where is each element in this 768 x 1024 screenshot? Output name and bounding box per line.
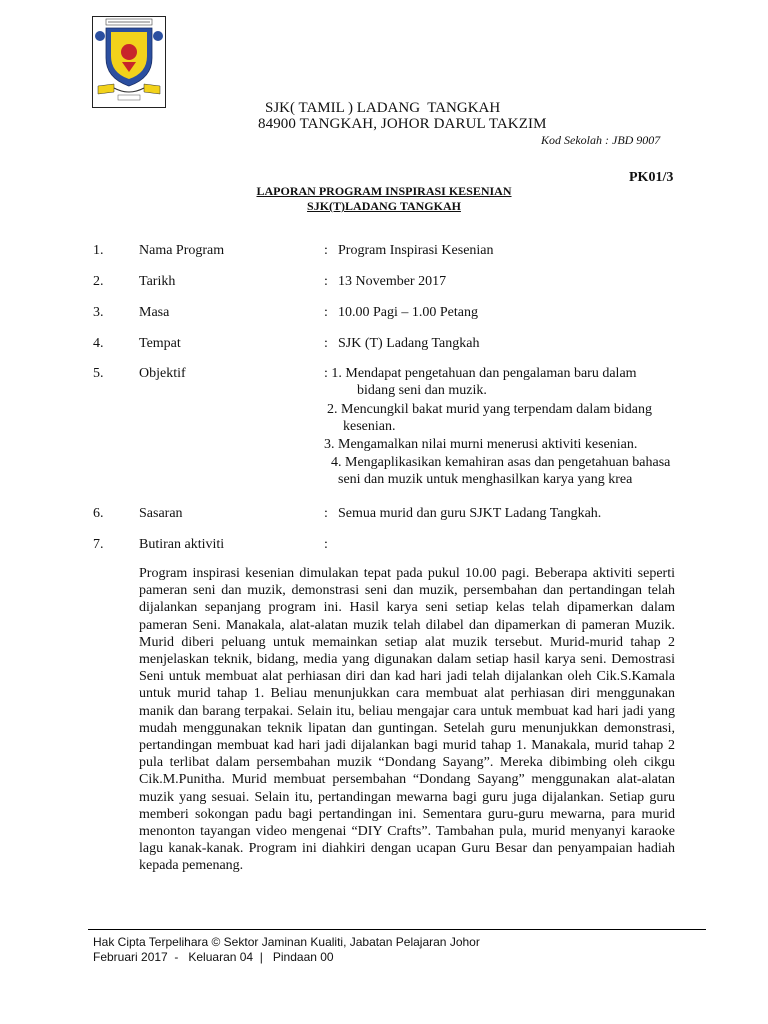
footer-version: Februari 2017 - Keluaran 04 | Pindaan 00: [93, 950, 334, 964]
item-value: 10.00 Pagi – 1.00 Petang: [338, 305, 478, 320]
school-code: Kod Sekolah : JBD 9007: [541, 133, 661, 147]
item-number: 4.: [93, 336, 104, 351]
objective-line: kesenian.: [343, 419, 396, 434]
item-value: Program Inspirasi Kesenian: [338, 243, 494, 258]
report-subtitle: SJK(T)LADANG TANGKAH: [307, 199, 461, 213]
item-label: Tempat: [139, 336, 181, 351]
item-number: 6.: [93, 506, 104, 521]
footer-divider: [88, 929, 706, 930]
item-number: 3.: [93, 305, 104, 320]
objective-line: 2. Mencungkil bakat murid yang terpendam dalam bidang: [327, 402, 653, 417]
item-label: Masa: [139, 305, 170, 320]
objective-line: 3. Mengamalkan nilai murni menerusi aktiviti kesenian.: [324, 437, 638, 452]
item-number: 5.: [93, 366, 104, 381]
item-label: Nama Program: [139, 243, 225, 258]
objective-line: bidang seni dan muzik.: [357, 383, 487, 398]
form-code: PK01/3: [629, 170, 674, 185]
item-label: Butiran aktiviti: [139, 537, 225, 552]
school-name: SJK( TAMIL ) LADANG TANGKAH: [265, 100, 501, 116]
footer-copyright: Hak Cipta Terpelihara © Sektor Jaminan Kualiti, Jabatan Pelajaran Johor: [93, 935, 480, 949]
objective-line: seni dan muzik untuk menghasilkan karya yang krea: [338, 472, 633, 487]
item-number: 7.: [93, 537, 104, 552]
item-label: Tarikh: [139, 274, 176, 289]
item-number: 1.: [93, 243, 104, 258]
item-value: Semua murid dan guru SJKT Ladang Tangkah.: [338, 506, 602, 521]
school-crest-icon: [92, 16, 166, 108]
school-address: 84900 TANGKAH, JOHOR DARUL TAKZIM: [258, 116, 547, 132]
report-title: LAPORAN PROGRAM INSPIRASI KESENIAN: [256, 184, 512, 198]
activity-details-paragraph: Program inspirasi kesenian dimulakan tepat pada pukul 10.00 pagi. Beberapa aktiviti seperti pameran seni dan muzik, demonstrasi seni dan muzik, persembahan dan pertandingan telah dijalankan sepanjang program ini. Hasil karya seni setiap kelas telah dipamerkan dalam pameran Seni. Manakala, alat-alatan muzik telah dilabel dan dipamerkan di pameran Muzik. Murid diberi peluang untuk memainkan setiap alat muzik tersebut. Murid-murid tahap 2 menjelaskan teknik, bidang, media yang digunakan dalam setiap hasil karya seni. Demostrasi Seni untuk membuat alat perhiasan diri dan kad hari jadi telah dijalankan oleh Cik.S.Kamala untuk murid tahap 1. Beliau menunjukkan cara membuat alat perhiasan diri menggunakan manik dan barang terpakai. Selain itu, beliau mengajar cara untuk membuat kad hari jadi yang mudah menggunakan teknik lipatan dan guntingan. Setelah guru menunjukkan demonstrasi, pertandingan membuat kad hari jadi dijalankan bagi murid tahap 1. Manakala, murid tahap 2 pula terlibat dalam persembahan muzik “Dondang Sayang”. Mereka dibimbing oleh cikgu Cik.M.Punitha. Murid membuat persembahan “Dondang Sayang” menggunakan alat-alatan muzik yang sesuai. Selain itu, pertandingan mewarna bagi guru juga dijalankan. Setiap guru memberi sokongan padu bagi pertandingan ini. Sementara guru-guru mewarna, para murid menonton tayangan video mengenai “DIY Crafts”. Tambahan pula, murid menyanyi karaoke lagu kanak-kanak. Program ini diahkiri dengan ucapan Guru Besar dan penyampaian hadiah kepada pemenang.: [139, 566, 675, 874]
objective-line: : 1. Mendapat pengetahuan dan pengalaman baru dalam: [324, 366, 637, 381]
item-label: Sasaran: [139, 506, 183, 521]
item-label: Objektif: [139, 366, 186, 381]
objective-line: 4. Mengaplikasikan kemahiran asas dan pengetahuan bahasa: [331, 455, 671, 470]
item-number: 2.: [93, 274, 104, 289]
item-value: SJK (T) Ladang Tangkah: [338, 336, 480, 351]
item-value: 13 November 2017: [338, 274, 447, 289]
